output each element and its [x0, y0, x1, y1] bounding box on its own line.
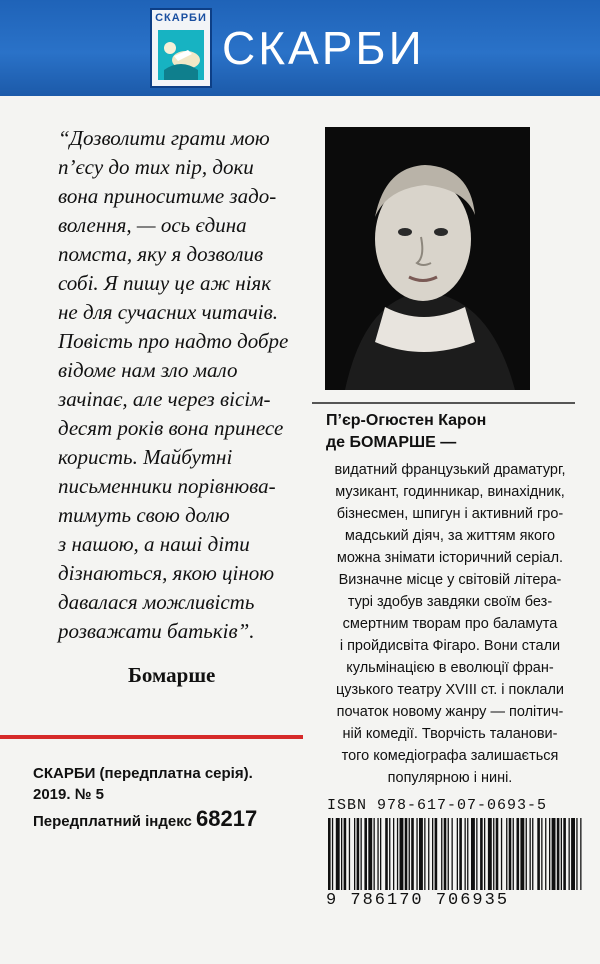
- logo-label: СКАРБИ: [155, 12, 207, 24]
- bio-line: і пройдисвіта Фігаро. Вони стали: [339, 638, 561, 654]
- quote-line: помста, яку я дозволив: [58, 242, 264, 266]
- biography-name: [326, 410, 586, 454]
- bio-line: початок новому жанру — політич-: [336, 704, 564, 720]
- author-portrait: [325, 127, 530, 390]
- name-line: П’єр-Огюстен Карон: [326, 412, 487, 429]
- bio-line: того комедіографа залишається: [341, 748, 559, 764]
- name-line: де БОМАРШЕ —: [326, 434, 457, 451]
- quote-line: розважати батьків”.: [58, 619, 255, 643]
- quote-line: дізнаються, якою ціною: [58, 561, 275, 585]
- bio-line: Визначне місце у світовій літера-: [338, 572, 562, 588]
- biography-text: [305, 459, 595, 789]
- quote-line: користь. Майбутні: [58, 445, 233, 469]
- bio-line: цузького театру XVIII ст. і поклали: [335, 682, 565, 698]
- series-logo: [150, 8, 212, 88]
- bio-line: можна знімати історичний серіал.: [336, 550, 564, 566]
- quote-line: письменники порівнюва-: [58, 474, 276, 498]
- index-number: 68217: [196, 806, 258, 831]
- bio-divider: [312, 402, 575, 404]
- quote-line: давалася можливість: [58, 590, 255, 614]
- index-label: Передплатний індекс: [33, 813, 192, 830]
- bio-line: кульмінацією в еволюції фран-: [346, 660, 554, 676]
- quote-line: Повість про надто добре: [58, 329, 289, 353]
- quote-line: собі. Я пишу це аж ніяк: [58, 271, 272, 295]
- isbn-text: ISBN 978-617-07-0693-5: [327, 797, 548, 814]
- bio-line: смертним творам про баламута: [342, 616, 558, 632]
- quote-line: десят років вона принесе: [58, 416, 284, 440]
- bio-line: музикант, годинникар, винахідник,: [335, 484, 565, 500]
- series-issue: 2019. № 5: [33, 786, 104, 803]
- quote-line: зачіпає, але через вісім-: [58, 387, 271, 411]
- quote-line: не для сучасних читачів.: [58, 300, 278, 324]
- quote-line: тимуть свою долю: [58, 503, 230, 527]
- quote-author: Бомарше: [128, 663, 216, 687]
- isbn-digits: 9 786170 706935: [326, 891, 510, 910]
- quote-line: “Дозволити грати мою: [58, 126, 270, 150]
- bio-line: популярною і нині.: [387, 770, 513, 786]
- quote-line: волення, — ось єдина: [58, 213, 247, 237]
- quote-line: відоме нам зло мало: [58, 358, 238, 382]
- quote-line: п’єсу до тих пір, доки: [58, 155, 254, 179]
- bio-line: турі здобув завдяки своїм без-: [347, 594, 553, 610]
- subscription-index: [33, 808, 303, 832]
- series-info: [33, 763, 303, 832]
- bio-line: видатний французький драматург,: [334, 462, 566, 478]
- logo-icon: [158, 30, 204, 80]
- quote-line: вона приноситиме задо-: [58, 184, 277, 208]
- barcode: [326, 818, 586, 890]
- bio-line: бізнесмен, шпигун і активний гро-: [336, 506, 564, 522]
- series-title: СКАРБИ: [222, 22, 425, 74]
- header-band: [0, 0, 600, 96]
- bio-line: ній комедії. Творчість таланови-: [342, 726, 558, 742]
- red-divider: [0, 735, 303, 739]
- quote-line: з нашою, а наші діти: [58, 532, 250, 556]
- epigraph-quote: [58, 124, 314, 646]
- bio-line: мадський діяч, за життям якого: [344, 528, 556, 544]
- series-name: СКАРБИ (передплатна серія).: [33, 765, 253, 782]
